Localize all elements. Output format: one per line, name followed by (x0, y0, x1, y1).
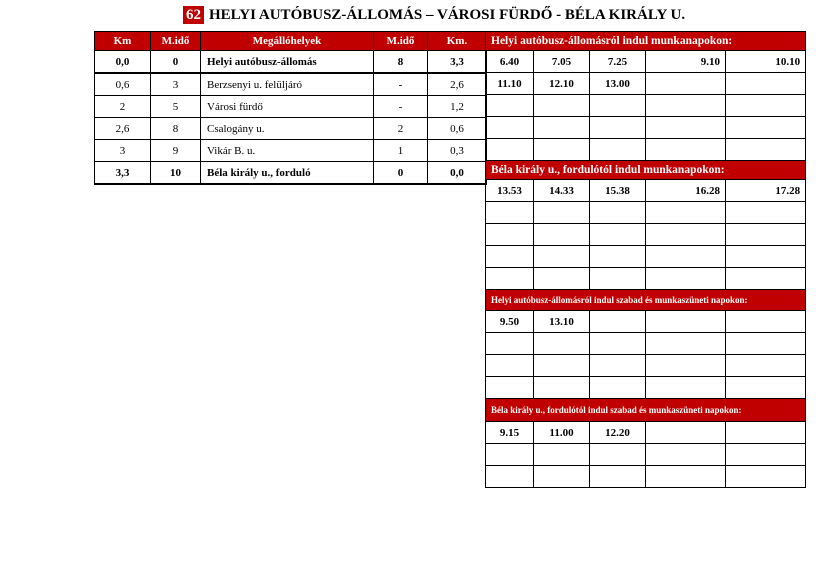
stops-header-row (95, 32, 487, 51)
departure-time (646, 95, 726, 117)
departure-time (486, 202, 534, 224)
departure-time (726, 139, 806, 161)
departure-time (726, 268, 806, 290)
table-row (95, 51, 487, 74)
departure-time (726, 355, 806, 377)
departure-time (646, 355, 726, 377)
stop-time: 3 (151, 73, 201, 96)
stop-km: 0,6 (95, 73, 151, 96)
departure-time: 12.10 (534, 73, 590, 95)
stop-km-return: 0,0 (428, 162, 487, 185)
departure-time (726, 202, 806, 224)
departure-time (534, 202, 590, 224)
departure-time (726, 466, 806, 488)
stop-name: Béla király u., forduló (201, 162, 374, 185)
departure-time (486, 224, 534, 246)
departure-time (590, 117, 646, 139)
table-row (486, 51, 806, 73)
header-travel-time-return: M.idő (374, 32, 428, 51)
departure-time (726, 246, 806, 268)
departure-time (646, 73, 726, 95)
table-row (486, 311, 806, 333)
departure-time: 10.10 (726, 51, 806, 73)
departure-time (646, 333, 726, 355)
table-row (486, 202, 806, 224)
departure-time (486, 466, 534, 488)
stop-time-return: 1 (374, 140, 428, 162)
table-row (486, 268, 806, 290)
table-row (95, 73, 487, 96)
departure-time (486, 117, 534, 139)
departure-time (646, 268, 726, 290)
departure-time (646, 202, 726, 224)
departure-time: 15.38 (590, 180, 646, 202)
departure-time (534, 139, 590, 161)
departure-time (590, 311, 646, 333)
stop-time: 10 (151, 162, 201, 185)
departure-time (726, 333, 806, 355)
header-km: Km (95, 32, 151, 51)
route-title-text: HELYI AUTÓBUSZ-ÁLLOMÁS – VÁROSI FÜRDŐ - BÉLA KIRÁLY U. (209, 6, 686, 23)
stop-time: 0 (151, 51, 201, 74)
table-row (486, 466, 806, 488)
departure-time (646, 224, 726, 246)
departure-time (534, 95, 590, 117)
departure-time (590, 466, 646, 488)
departure-time (590, 444, 646, 466)
stop-km: 3,3 (95, 162, 151, 185)
departure-time: 13.53 (486, 180, 534, 202)
departure-time: 17.28 (726, 180, 806, 202)
stop-time-return: 0 (374, 162, 428, 185)
departure-time: 11.00 (534, 422, 590, 444)
table-row (95, 162, 487, 185)
stop-name: Vikár B. u. (201, 140, 374, 162)
stop-time-return: - (374, 73, 428, 96)
departure-time (726, 377, 806, 399)
table-row (486, 246, 806, 268)
stop-time-return: 2 (374, 118, 428, 140)
stop-name: Helyi autóbusz-állomás (201, 51, 374, 74)
stop-km-return: 0,3 (428, 140, 487, 162)
departure-time: 16.28 (646, 180, 726, 202)
timetable-section-header (486, 290, 806, 311)
stop-time-return: 8 (374, 51, 428, 74)
departure-time (486, 268, 534, 290)
table-row (486, 139, 806, 161)
departure-time: 9.50 (486, 311, 534, 333)
stop-name: Berzsenyi u. felüljáró (201, 73, 374, 96)
stop-time: 8 (151, 118, 201, 140)
departure-time: 13.00 (590, 73, 646, 95)
table-row (486, 95, 806, 117)
departure-time (726, 422, 806, 444)
table-row (486, 117, 806, 139)
departure-time (534, 377, 590, 399)
departure-time (646, 466, 726, 488)
departure-time (726, 311, 806, 333)
table-row (486, 73, 806, 95)
departure-time (590, 377, 646, 399)
departure-time (646, 117, 726, 139)
departure-time (646, 311, 726, 333)
stop-km-return: 3,3 (428, 51, 487, 74)
departure-time (646, 139, 726, 161)
departure-time (486, 377, 534, 399)
departure-time: 6.40 (486, 51, 534, 73)
departure-time: 9.10 (646, 51, 726, 73)
departure-time (646, 422, 726, 444)
departure-time (534, 355, 590, 377)
departure-time (486, 333, 534, 355)
stop-km-return: 0,6 (428, 118, 487, 140)
departure-time: 11.10 (486, 73, 534, 95)
departure-time (726, 117, 806, 139)
table-row (486, 377, 806, 399)
departure-time (534, 246, 590, 268)
departure-time (534, 268, 590, 290)
departure-time (486, 355, 534, 377)
departure-time (534, 466, 590, 488)
header-travel-time: M.idő (151, 32, 201, 51)
departure-time (646, 246, 726, 268)
departure-time (590, 224, 646, 246)
timetable-section-header (486, 32, 806, 51)
timetable-section-header (486, 161, 806, 180)
header-km-return: Km. (428, 32, 487, 51)
departure-time (646, 377, 726, 399)
departure-time (726, 73, 806, 95)
route-number-badge: 62 (183, 6, 204, 24)
departure-time (590, 139, 646, 161)
timetable-section-label: Helyi autóbusz-állomásról indul munkanapokon: (486, 32, 806, 51)
departure-time (486, 139, 534, 161)
departure-time (534, 333, 590, 355)
stop-time-return: - (374, 96, 428, 118)
departure-time (590, 95, 646, 117)
departure-time: 12.20 (590, 422, 646, 444)
stop-km: 3 (95, 140, 151, 162)
departure-time (590, 355, 646, 377)
timetable-section-label: Béla király u., fordulótól indul munkanapokon: (486, 161, 806, 180)
timetable-section-header (486, 399, 806, 422)
timetable-section-label: Helyi autóbusz-állomásról indul szabad és munkaszüneti napokon: (486, 290, 806, 311)
departure-time (646, 444, 726, 466)
header-stops: Megállóhelyek (201, 32, 374, 51)
stop-km: 2,6 (95, 118, 151, 140)
table-row (95, 118, 487, 140)
departure-time (726, 224, 806, 246)
stop-km-return: 1,2 (428, 96, 487, 118)
stop-name: Csalogány u. (201, 118, 374, 140)
departure-time: 7.05 (534, 51, 590, 73)
departure-time (590, 268, 646, 290)
stop-km-return: 2,6 (428, 73, 487, 96)
timetable (485, 31, 806, 488)
table-row (486, 224, 806, 246)
departure-time: 13.10 (534, 311, 590, 333)
departure-time (726, 95, 806, 117)
table-row (95, 96, 487, 118)
table-row (486, 333, 806, 355)
table-row (486, 355, 806, 377)
departure-time (534, 444, 590, 466)
table-row (95, 140, 487, 162)
stop-time: 5 (151, 96, 201, 118)
table-row (486, 422, 806, 444)
departure-time (486, 95, 534, 117)
departure-time: 9.15 (486, 422, 534, 444)
timetable-section-label: Béla király u., fordulótól indul szabad és munkaszüneti napokon: (486, 399, 806, 422)
departure-time (590, 246, 646, 268)
departure-time (534, 117, 590, 139)
departure-time: 7.25 (590, 51, 646, 73)
table-row (486, 444, 806, 466)
departure-time (590, 202, 646, 224)
departure-time (726, 444, 806, 466)
page-title (183, 4, 685, 26)
table-row (486, 180, 806, 202)
departure-time (486, 246, 534, 268)
stop-km: 2 (95, 96, 151, 118)
departure-time (486, 444, 534, 466)
stops-table (94, 31, 487, 185)
stop-km: 0,0 (95, 51, 151, 74)
departure-time (534, 224, 590, 246)
stop-time: 9 (151, 140, 201, 162)
departure-time: 14.33 (534, 180, 590, 202)
stop-name: Városi fürdő (201, 96, 374, 118)
departure-time (590, 333, 646, 355)
